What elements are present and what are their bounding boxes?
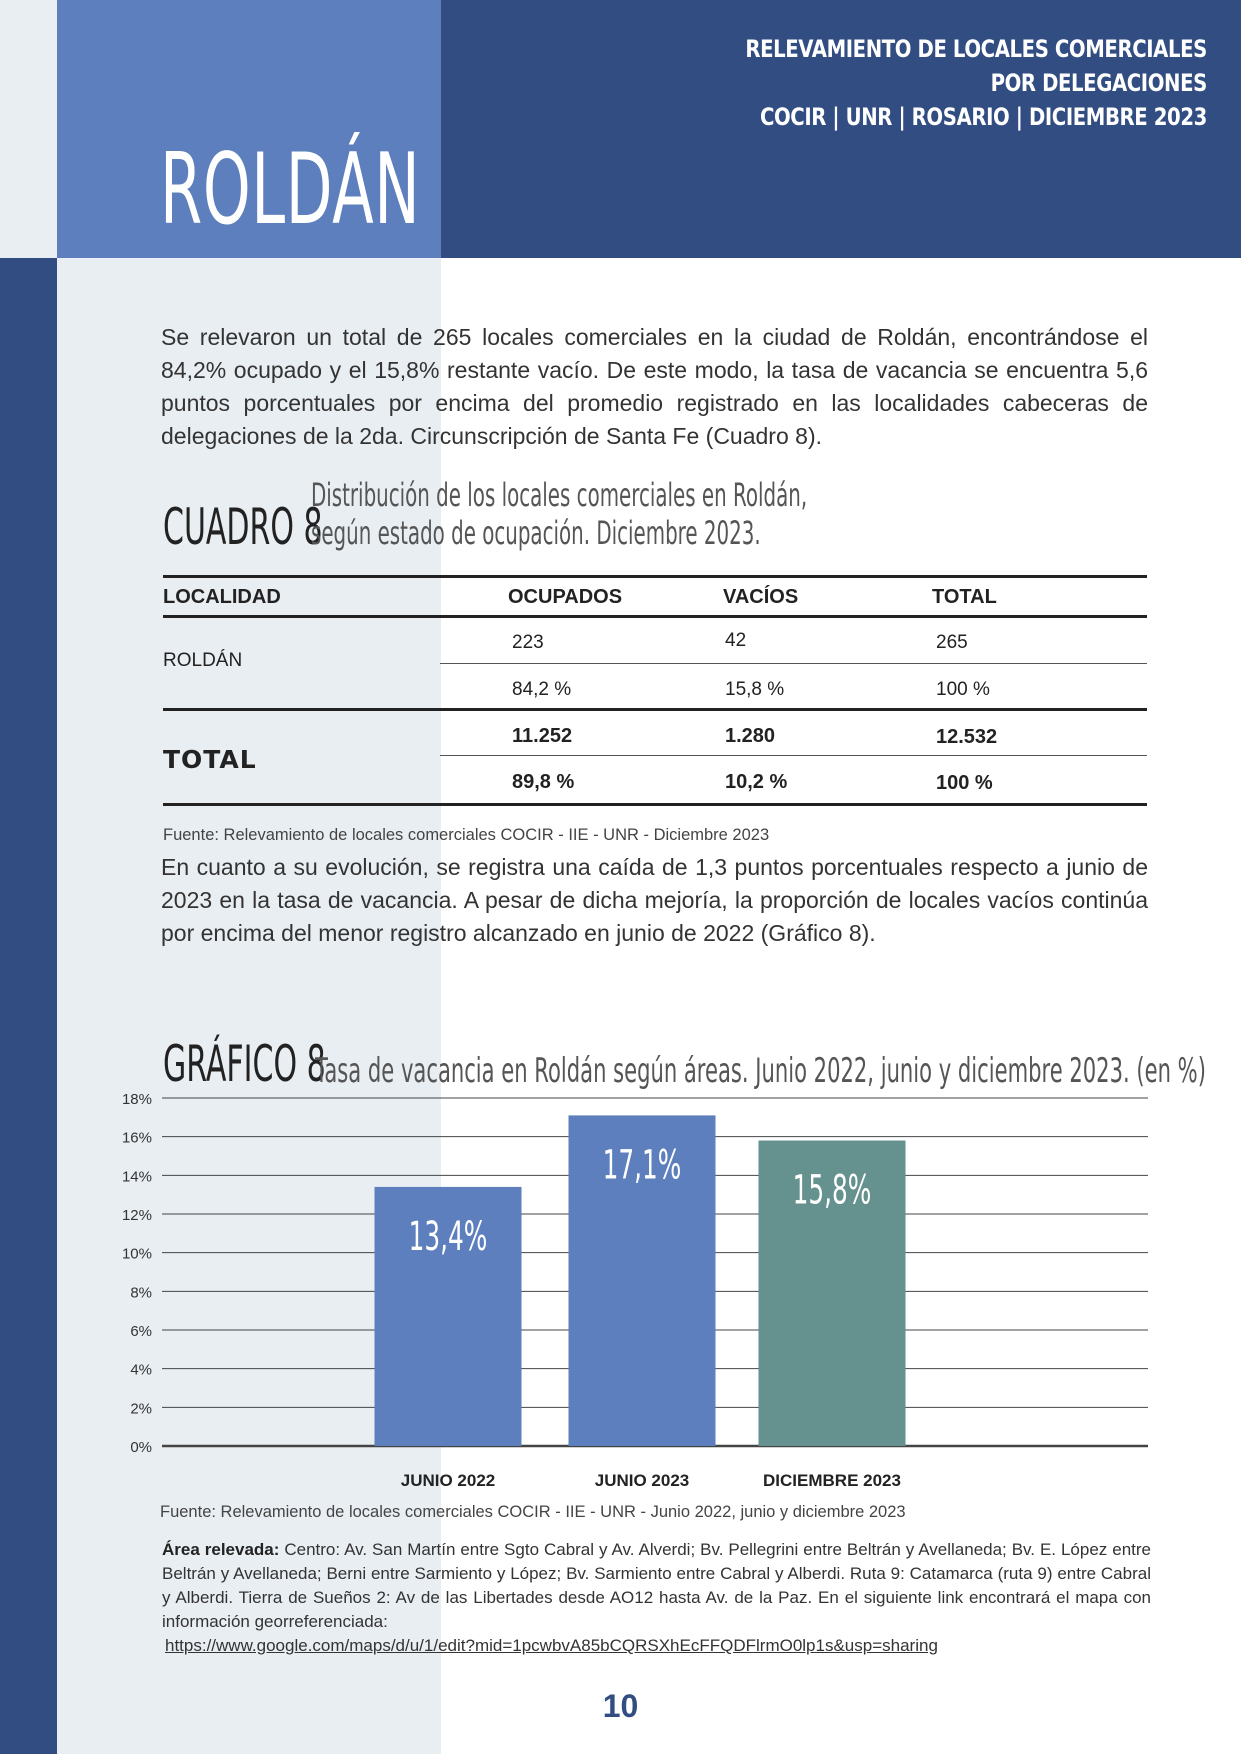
roldan-total-pct: 100 % <box>936 679 990 700</box>
total-total-count: 12.532 <box>936 726 998 748</box>
total-inner-rule <box>440 755 1147 756</box>
x-category-label: JUNIO 2022 <box>400 1471 496 1490</box>
cuadro-desc-line-2: según estado de ocupación. Diciembre 2023. <box>311 514 761 552</box>
x-category-label: JUNIO 2023 <box>594 1471 690 1490</box>
header-line-2: POR DELEGACIONES <box>990 69 1207 97</box>
row-total-name: TOTAL <box>163 745 257 774</box>
vacancy-bar-chart <box>100 1085 1160 1495</box>
total-total-pct: 100 % <box>936 772 993 794</box>
total-vacios-pct: 10,2 % <box>725 771 788 793</box>
bar-value-label: 15,8% <box>792 1166 872 1214</box>
area-text: Centro: Av. San Martín entre Sgto Cabral y Av. Alverdi; Bv. Pellegrini entre Beltrán y Avellaneda; Bv. E. López entre Beltrán y Avellaneda; Berni entre Sarmiento y López; Bv. Sarmiento entre Cabral y Alberdi. Ruta 9: Catamarca (ruta 9) entre Cabral y Alberdi. Tierra de Sueños 2: Av de las Libertades desde AO12 hasta Av. de la Paz. En el siguiente link encontrará el mapa con información georreferenciada: <box>162 1540 1151 1631</box>
grafico-label: GRÁFICO 8 <box>163 1035 326 1093</box>
roldan-inner-rule <box>440 663 1147 664</box>
roldan-vacios-count: 42 <box>725 630 747 651</box>
table-bottom-rule <box>163 803 1147 806</box>
x-category-label: DICIEMBRE 2023 <box>763 1471 901 1490</box>
row-roldan-name: ROLDÁN <box>163 650 243 671</box>
city-title: ROLDÁN <box>160 133 421 247</box>
y-tick-label: 4% <box>130 1361 152 1379</box>
y-tick-label: 10% <box>121 1245 152 1263</box>
cuadro-description <box>311 476 807 552</box>
header-line-3: COCIR | UNR | ROSARIO | DICIEMBRE 2023 <box>760 103 1207 131</box>
total-ocupados-pct: 89,8 % <box>512 771 575 793</box>
area-label: Área relevada: <box>162 1540 280 1559</box>
roldan-vacios-pct: 15,8 % <box>725 679 785 700</box>
total-top-rule <box>163 708 1147 711</box>
header-ocupados: OCUPADOS <box>508 586 623 608</box>
bar-value-label: 13,4% <box>408 1212 488 1260</box>
page-number: 10 <box>602 1688 639 1724</box>
y-tick-label: 16% <box>121 1129 152 1147</box>
header-total: TOTAL <box>932 586 997 608</box>
table-top-rule <box>163 575 1147 578</box>
roldan-total-count: 265 <box>936 632 968 653</box>
y-tick-label: 0% <box>130 1439 152 1456</box>
y-tick-label: 6% <box>130 1323 152 1340</box>
total-vacios-count: 1.280 <box>725 725 776 747</box>
y-tick-label: 12% <box>121 1207 152 1224</box>
evolution-paragraph: En cuanto a su evolución, se registra una caída de 1,3 puntos porcentuales respecto a junio de 2023 en la tasa de vacancia. A pesar de dicha mejoría, la proporción de locales vacíos continúa por encima del menor registro alcanzado en junio de 2022 (Gráfico 8). <box>161 854 1148 946</box>
cuadro-source: Fuente: Relevamiento de locales comerciales COCIR - IIE - UNR - Diciembre 2023 <box>163 826 770 844</box>
total-ocupados-count: 11.252 <box>512 725 573 747</box>
header-vacios: VACÍOS <box>723 586 799 608</box>
left-strip <box>0 258 57 1754</box>
y-tick-label: 2% <box>130 1400 152 1418</box>
header-line-1: RELEVAMIENTO DE LOCALES COMERCIALES <box>745 35 1207 63</box>
y-tick-label: 8% <box>130 1284 152 1302</box>
area-note <box>162 1538 1151 1634</box>
cuadro-label: CUADRO 8 <box>163 498 323 556</box>
header-localidad: LOCALIDAD <box>163 586 281 608</box>
map-link[interactable]: https://www.google.com/maps/d/u/1/edit?mid=1pcwbvA85bCQRSXhEcFFQDFlrmO0lp1s&usp=sharing <box>165 1636 938 1655</box>
grafico-source: Fuente: Relevamiento de locales comerciales COCIR - IIE - UNR - Junio 2022, junio y diciembre 2023 <box>160 1503 906 1521</box>
corner-background <box>0 0 57 258</box>
report-header <box>745 32 1207 134</box>
grafico-description: Tasa de vacancia en Roldán según áreas. Junio 2022, junio y diciembre 2023. (en %) <box>315 1051 1206 1091</box>
header-rule <box>163 615 1147 618</box>
cuadro-desc-line-1: Distribución de los locales comerciales en Roldán, <box>311 476 808 514</box>
roldan-ocupados-count: 223 <box>512 632 544 653</box>
bar-value-label: 17,1% <box>602 1141 682 1189</box>
y-tick-label: 14% <box>121 1168 152 1186</box>
intro-paragraph: Se relevaron un total de 265 locales comerciales en la ciudad de Roldán, encontrándose el 84,2% ocupado y el 15,8% restante vacío. De este modo, la tasa de vacancia se encuentra 5,6 puntos porcentuales por encima del promedio registrado en las localidades cabeceras de delegaciones de la 2da. Circunscripción de Santa Fe (Cuadro 8). <box>161 324 1148 449</box>
roldan-ocupados-pct: 84,2 % <box>512 679 572 700</box>
y-tick-label: 18% <box>121 1091 152 1108</box>
